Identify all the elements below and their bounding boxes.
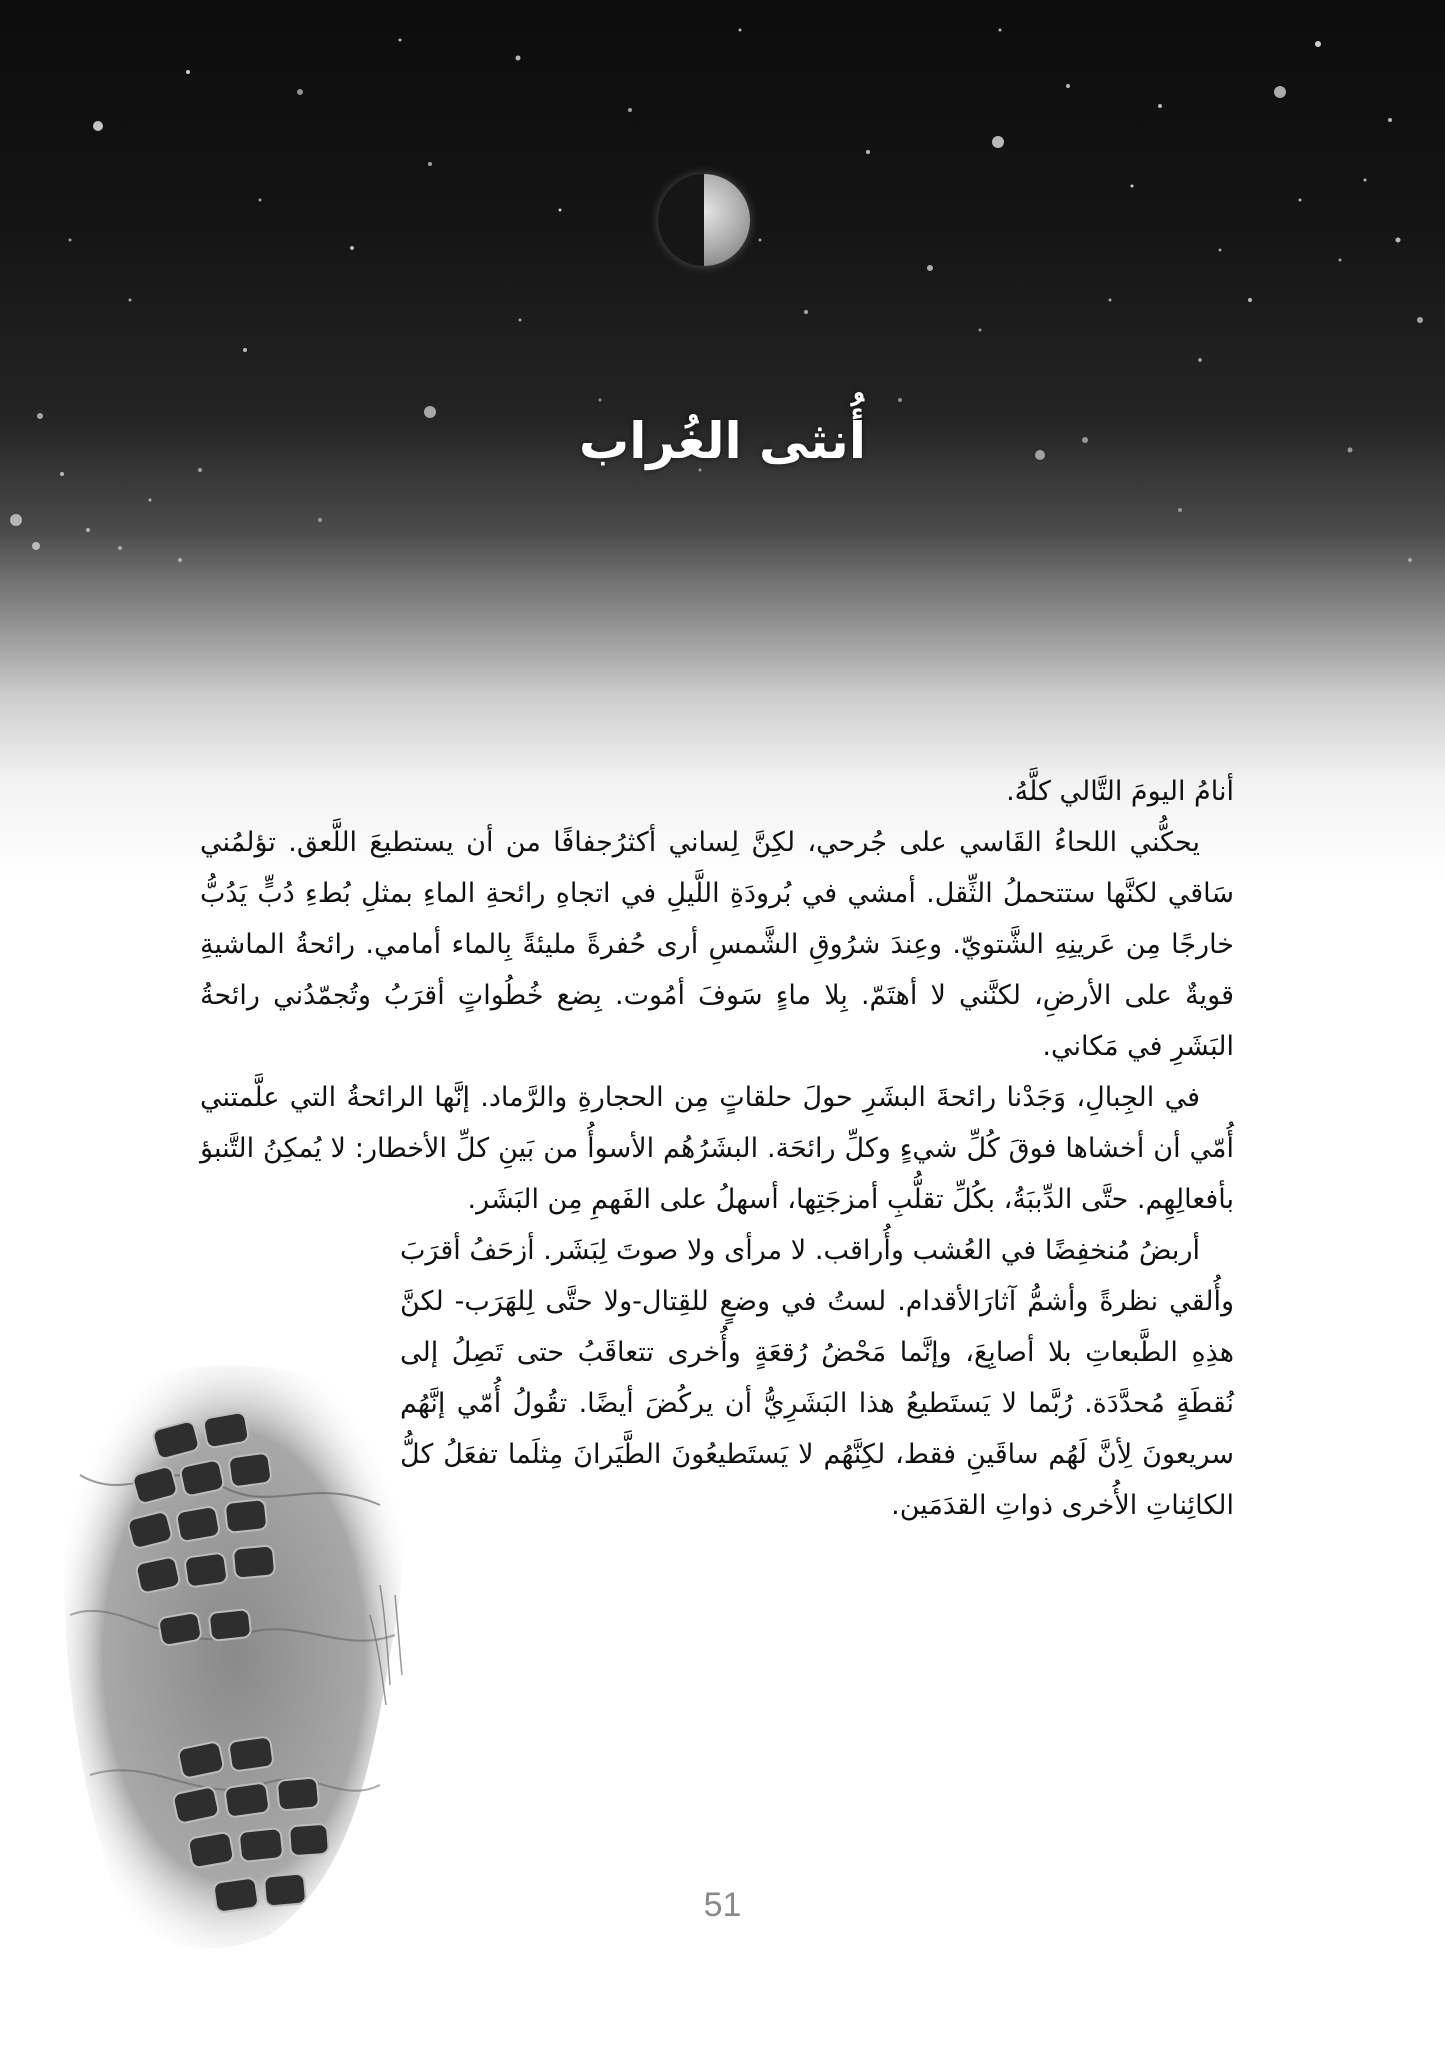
stars-illustration (0, 0, 1445, 660)
paragraph-1: أنامُ اليومَ التَّالي كلَّهُ. (1006, 776, 1234, 807)
paragraph-3: في الجِبالِ، وَجَدْنا رائحةَ البشَرِ حولَ حلقاتٍ مِن الحجارةِ والرَّماد. إنَّها الرائحةُ التي علَّمتني أُمّي أن أخشاها فوقَ كُلِّ شيءٍ وكلِّ رائحَة. البشَرُهُم الأسوأُ من بَينِ كلِّ الأخطار: لا يُمكِنُ التَّنبؤ بأفعالِهِم. حتَّى الدِّببَةُ، بكُلِّ تقلُّبِ أمزجَتِها، أسهلُ على الفَهمِ مِن البَشَر. (200, 1082, 1234, 1215)
chapter-title: أُنثى الغُراب (579, 411, 866, 470)
story-text (200, 766, 1234, 1531)
paragraph-4: أربضُ مُنخفِضًا في العُشب وأُراقب. لا مرأى ولا صوتَ لِبَشَر. أزحَفُ أقرَبَ وأُلقي نظرةً وأشمُّ آثارَالأقدام. لستُ في وضعٍ للقِتال-ولا حتَّى لِلهَرَب- لكنَّ هذِهِ الطَّبعاتِ بلا أصابِعَ، وإنَّما مَحْضُ رُقعَةٍ وأُخرى تتعاقَبُ حتى تَصِلُ إلى نُقطَةٍ مُحدَّدَة. رُبَّما لا يَستَطيعُ هذا البَشَرِيُّ أن يركُضَ أيضًا. تقُولُ أُمّي إنَّهُم سريعونَ لِأنَّ لَهُم ساقَينِ فقط، لكِنَّهُم لا يَستَطيعُونَ الطَّيَرانَ مِثلَما تفعَلُ كلُّ الكائِناتِ الأُخرى ذواتِ القدَمَين. (400, 1235, 1234, 1521)
paragraph-2: يحكُّني اللحاءُ القَاسي على جُرحي، لكِنَّ لِساني أكثرُجفافًا من أن يستطيعَ اللَّعق. تؤلمُني سَاقي لكنَّها ستتحملُ الثِّقل. أمشي في بُرودَةِ اللَّيلِ في اتجاهِ رائحةِ الماءِ بمثلِ بُطءِ دُبٍّ يَدُبُّ خارجًا مِن عَرينِهِ الشَّتويّ. وعِندَ شرُوقِ الشَّمسِ أرى حُفرةً مليئةً بِالماء أمامي. رائحةُ الماشيةِ قويةٌ على الأرضِ، لكنَّني لا أهتَمّ. بِلا ماءٍ سَوفَ أمُوت. بِضع خُطُواتٍ أقرَبُ وتُجمّدُني رائحةُ البَشَرِ في مَكاني. (200, 827, 1234, 1062)
page-number: 51 (703, 1886, 742, 1924)
moon-icon (658, 174, 750, 266)
